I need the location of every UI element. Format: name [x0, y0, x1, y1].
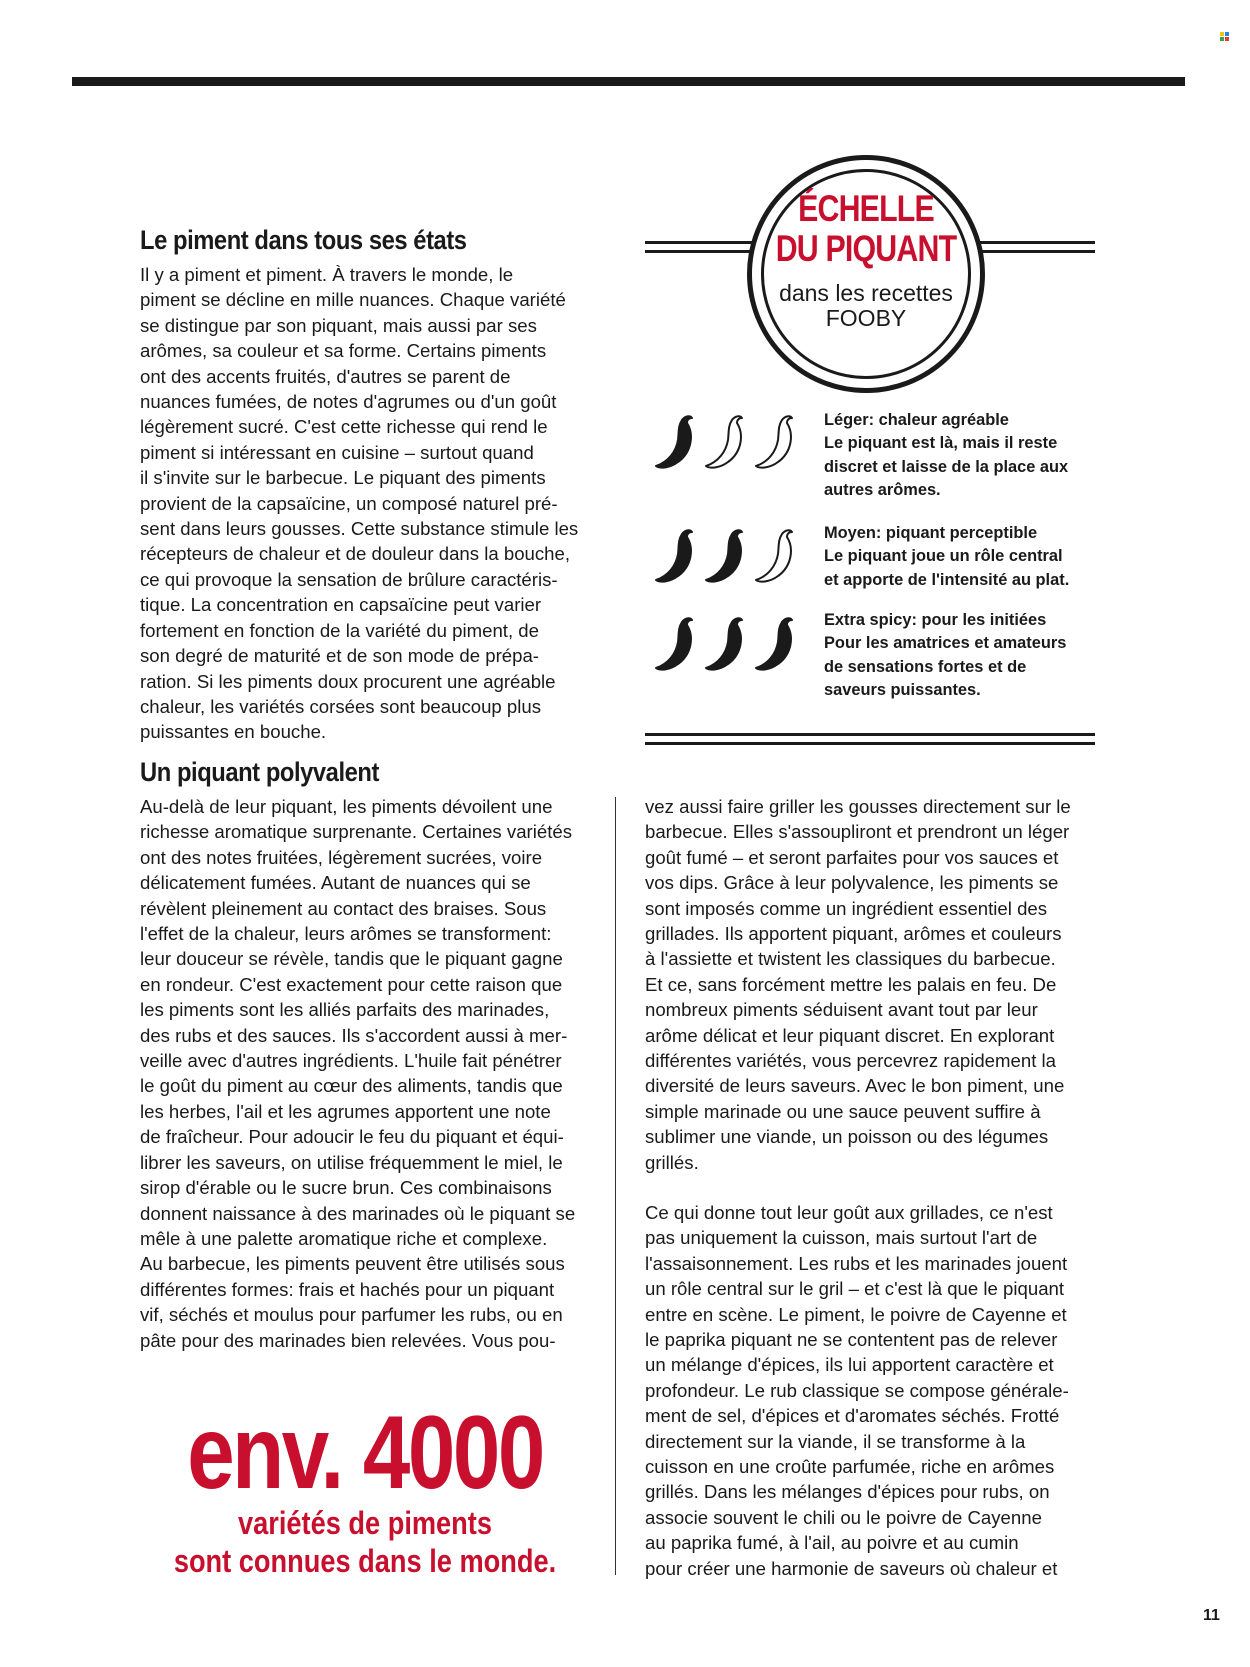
badge-title-line1: ÉCHELLE — [798, 188, 934, 229]
text-line: arômes, sa couleur et sa forme. Certains piments — [140, 340, 547, 362]
text-line: pas uniquement la cuisson, mais surtout l'art de — [645, 1227, 1038, 1249]
text-line: délicatement fumées. Autant de nuances qui se — [140, 872, 531, 894]
text-line: à l'assiette et twistent les classiques du barbecue. — [645, 948, 1056, 970]
level-light-title: Léger: chaleur agréable — [824, 411, 1009, 429]
section1-heading: Le piment dans tous ses états — [140, 225, 467, 255]
text-line: Il y a piment et piment. À travers le monde, le — [140, 264, 514, 285]
level-medium-title: Moyen: piquant perceptible — [824, 524, 1038, 542]
text-line: son degré de maturité et de son mode de prépa- — [140, 645, 539, 667]
text-line: un mélange d'épices, ils lui apportent caractère et — [645, 1354, 1054, 1376]
text-line: arôme délicat et leur piquant discret. En explorant — [645, 1024, 1055, 1046]
level-extra-line: saveurs puissantes. — [824, 681, 981, 700]
text-line: directement sur la viande, il se transforme à la — [645, 1430, 1026, 1452]
text-line: vos dips. Grâce à leur polyvalence, les piments se — [645, 872, 1059, 894]
text-line: un rôle central sur le gril – et c'est là que le piquant — [645, 1278, 1065, 1300]
text-line: tique. La concentration en capsaïcine peut varier — [140, 594, 542, 616]
level-light-line: autres arômes. — [824, 481, 941, 500]
level-light — [824, 409, 1068, 503]
text-line: cuisson en une croûte parfumée, riche en arômes — [645, 1456, 1055, 1478]
text-line: Ce qui donne tout leur goût aux grillades, ce n'est — [645, 1202, 1053, 1223]
level-extra-line: Pour les amatrices et amateurs — [824, 634, 1067, 653]
spice-scale-badge — [747, 155, 985, 393]
top-rule — [72, 77, 1185, 86]
text-line: mêle à une palette aromatique riche et complexe. — [140, 1227, 548, 1249]
corner-color-marks — [1220, 32, 1230, 42]
badge-subtitle-line1: dans les recettes — [779, 280, 953, 306]
chili-pepper-outline-icon — [750, 526, 798, 584]
text-line: récepteurs de chaleur et de douleur dans la bouche, — [140, 543, 571, 565]
column-divider — [615, 797, 616, 1575]
text-line: au paprika fumé, à l'ail, au poivre et au cumin — [645, 1532, 1019, 1554]
chili-pepper-filled-icon — [750, 614, 798, 672]
level-extra — [824, 609, 1066, 703]
text-line: sublimer une viande, un poisson ou des légumes — [645, 1126, 1049, 1148]
text-line: de fraîcheur. Pour adoucir le feu du piquant et équi- — [140, 1126, 564, 1148]
text-line: diversité de leurs saveurs. Avec le bon piment, une — [645, 1075, 1065, 1097]
text-line: vif, séchés et moulus pour parfumer les rubs, ou en — [140, 1304, 563, 1326]
chili-pepper-filled-icon — [700, 526, 748, 584]
text-line: Au-delà de leur piquant, les piments dévoilent une — [140, 796, 553, 817]
text-line: associe souvent le chili ou le poivre de Cayenne — [645, 1506, 1042, 1528]
text-line: pâte pour des marinades bien relevées. Vous pou- — [140, 1329, 556, 1351]
callout-line1: variétés de piments — [238, 1505, 492, 1541]
chili-pepper-filled-icon — [650, 614, 698, 672]
right-col-para1 — [645, 794, 1071, 1175]
callout-line2: sont connues dans le monde. — [173, 1543, 557, 1579]
text-line: nombreux piments séduisent avant tout par leur — [645, 999, 1038, 1021]
scale-rule-bottom-2 — [645, 742, 1095, 745]
text-line: le goût du piment au cœur des aliments, tandis que — [140, 1075, 563, 1097]
chili-pepper-filled-icon — [650, 526, 698, 584]
level-medium — [824, 522, 1069, 592]
text-line: sirop d'érable ou le sucre brun. Ces combinaisons — [140, 1177, 552, 1199]
text-line: ce qui provoque la sensation de brûlure caractéris- — [140, 568, 558, 590]
text-line: des rubs et des sauces. Ils s'accordent aussi à mer- — [140, 1024, 568, 1046]
pepper-rating-medium — [650, 526, 810, 586]
text-line: puissantes en bouche. — [140, 721, 327, 743]
text-line: les herbes, l'ail et les agrumes apportent une note — [140, 1100, 551, 1122]
scale-rule-bottom-1 — [645, 733, 1095, 736]
page-number: 11 — [1203, 1607, 1220, 1624]
text-line: fortement en fonction de la variété du piment, de — [140, 619, 539, 641]
section2-body — [140, 794, 575, 1353]
text-line: légèrement sucré. C'est cette richesse qui rend le — [140, 416, 548, 438]
chili-pepper-filled-icon — [650, 412, 698, 470]
text-line: le paprika piquant ne se contentent pas de relever — [645, 1329, 1058, 1351]
text-line: richesse aromatique surprenante. Certaines variétés — [140, 821, 573, 843]
text-line: barbecue. Elles s'assoupliront et prendront un léger — [645, 821, 1070, 843]
chili-pepper-outline-icon — [750, 412, 798, 470]
text-line: librer les saveurs, on utilise fréquemment le miel, le — [140, 1151, 563, 1173]
badge-title-line2: DU PIQUANT — [775, 228, 957, 269]
text-line: ment de sel, d'épices et d'aromates séchés. Frotté — [645, 1405, 1060, 1427]
level-light-line: discret et laisse de la place aux — [824, 457, 1069, 476]
text-line: Au barbecue, les piments peuvent être utilisés sous — [140, 1253, 565, 1275]
text-line: l'assaisonnement. Les rubs et les marinades jouent — [645, 1252, 1068, 1274]
chili-pepper-outline-icon — [700, 412, 748, 470]
callout-number: env. 4000 — [187, 1395, 543, 1511]
text-line: différentes formes: frais et hachés pour un piquant — [140, 1278, 555, 1300]
pepper-rating-extra — [650, 614, 810, 674]
text-line: ont des notes fruitées, légèrement sucrées, voire — [140, 846, 543, 868]
section1-body — [140, 262, 578, 745]
text-line: pour créer une harmonie de saveurs où chaleur et — [645, 1557, 1058, 1579]
text-line: ont des accents fruités, d'autres se parent de — [140, 365, 511, 387]
text-line: vez aussi faire griller les gousses directement sur le — [645, 796, 1071, 817]
text-line: différentes variétés, vous percevrez rapidement la — [645, 1050, 1056, 1072]
text-line: veille avec d'autres ingrédients. L'huile fait pénétrer — [140, 1050, 562, 1072]
text-line: chaleur, les variétés corsées sont beaucoup plus — [140, 695, 542, 717]
text-line: simple marinade ou une sauce peuvent suffire à — [645, 1100, 1041, 1122]
text-line: grillés. Dans les mélanges d'épices pour rubs, on — [645, 1481, 1050, 1503]
text-line: profondeur. Le rub classique se compose générale- — [645, 1379, 1069, 1401]
text-line: piment se décline en mille nuances. Chaque variété — [140, 289, 566, 311]
text-line: se distingue par son piquant, mais aussi par ses — [140, 314, 537, 336]
level-medium-line: et apporte de l'intensité au plat. — [824, 570, 1070, 589]
text-line: grillés. — [645, 1151, 699, 1173]
text-line: piment si intéressant en cuisine – surtout quand — [140, 441, 534, 463]
text-line: révèlent pleinement au contact des braises. Sous — [140, 897, 547, 919]
text-line: goût fumé – et seront parfaites pour vos sauces et — [645, 846, 1059, 868]
text-line: sent dans leurs gousses. Cette substance stimule les — [140, 518, 579, 540]
section2-heading: Un piquant polyvalent — [140, 757, 379, 787]
text-line: donnent naissance à des marinades où le piquant se — [140, 1202, 576, 1224]
text-line: en rondeur. C'est exactement pour cette raison que — [140, 973, 563, 995]
right-col-para2 — [645, 1200, 1069, 1581]
text-line: grillades. Ils apportent piquant, arômes et couleurs — [645, 923, 1062, 945]
pepper-rating-light — [650, 412, 810, 472]
text-line: nuances fumées, de notes d'agrumes ou d'un goût — [140, 391, 557, 413]
level-medium-line: Le piquant joue un rôle central — [824, 547, 1063, 566]
text-line: leur douceur se révèle, tandis que le piquant gagne — [140, 948, 563, 970]
badge-subtitle-line2: FOOBY — [825, 305, 907, 331]
text-line: sont imposés comme un ingrédient essentiel des — [645, 897, 1048, 919]
text-line: l'effet de la chaleur, leurs arômes se transforment: — [140, 923, 552, 945]
text-line: provient de la capsaïcine, un composé naturel pré- — [140, 492, 558, 514]
text-line: ration. Si les piments doux procurent une agréable — [140, 670, 556, 692]
text-line: Et ce, sans forcément mettre les palais en feu. De — [645, 973, 1057, 995]
text-line: entre en scène. Le piment, le poivre de Cayenne et — [645, 1303, 1067, 1325]
level-extra-title: Extra spicy: pour les initiées — [824, 611, 1047, 629]
chili-pepper-filled-icon — [700, 614, 748, 672]
level-light-line: Le piquant est là, mais il reste — [824, 434, 1058, 453]
text-line: les piments sont les alliés parfaits des marinades, — [140, 999, 550, 1021]
level-extra-line: de sensations fortes et de — [824, 657, 1027, 676]
text-line: il s'invite sur le barbecue. Le piquant des piments — [140, 467, 546, 489]
